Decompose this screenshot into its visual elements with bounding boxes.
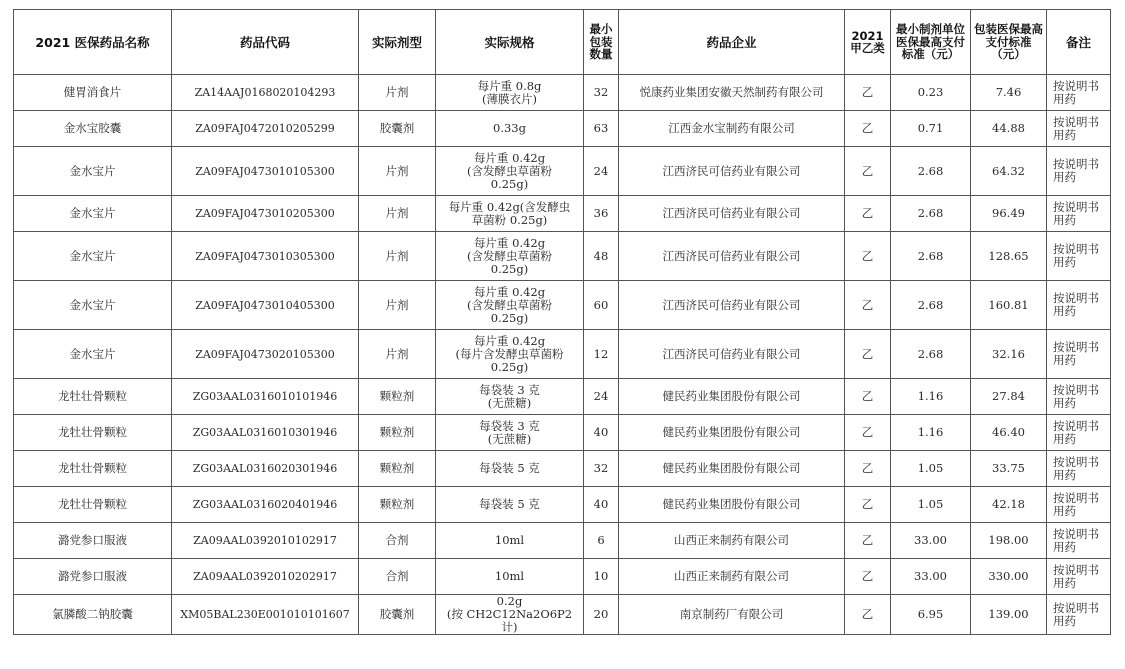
spec-line: 每片重 0.42g xyxy=(473,284,546,299)
spec-line: 每片重 0.42g(含发酵虫 xyxy=(448,199,571,214)
cell-company: 江西金水宝制药有限公司 xyxy=(619,111,845,147)
cell-dosage-form: 颗粒剂 xyxy=(359,487,436,523)
cell-category: 乙 xyxy=(845,111,891,147)
cell-pack-qty: 32 xyxy=(584,75,619,111)
cell-spec xyxy=(436,281,584,330)
cell-pack-price: 160.81 xyxy=(971,281,1047,330)
table-row xyxy=(14,559,1111,595)
cell-drug-name: 金水宝片 xyxy=(14,232,172,281)
cell-drug-name: 潞党参口服液 xyxy=(14,559,172,595)
cell-spec xyxy=(436,379,584,415)
cell-category: 乙 xyxy=(845,415,891,451)
table-row xyxy=(14,75,1111,111)
cell-pack-qty: 24 xyxy=(584,147,619,196)
cell-dosage-form: 胶囊剂 xyxy=(359,595,436,635)
header-pack-price: 包装医保最高支付标准（元） xyxy=(971,10,1047,75)
cell-unit-price: 1.16 xyxy=(891,415,971,451)
cell-spec xyxy=(436,595,584,635)
cell-unit-price: 33.00 xyxy=(891,559,971,595)
cell-remark: 按说明书用药 xyxy=(1047,75,1111,111)
table-row xyxy=(14,196,1111,232)
cell-drug-code: ZA09FAJ0473010205300 xyxy=(172,196,359,232)
cell-drug-code: ZA09FAJ0473010405300 xyxy=(172,281,359,330)
cell-remark: 按说明书用药 xyxy=(1047,379,1111,415)
cell-category: 乙 xyxy=(845,281,891,330)
cell-category: 乙 xyxy=(845,75,891,111)
table-row xyxy=(14,523,1111,559)
cell-drug-code: ZA09FAJ0473010305300 xyxy=(172,232,359,281)
cell-pack-qty: 32 xyxy=(584,451,619,487)
spec-line: (含发酵虫草菌粉 xyxy=(467,297,552,312)
cell-drug-name: 氯膦酸二钠胶囊 xyxy=(14,595,172,635)
cell-drug-code: ZG03AAL0316020301946 xyxy=(172,451,359,487)
spec-line: (含发酵虫草菌粉 xyxy=(467,248,552,263)
cell-pack-price: 33.75 xyxy=(971,451,1047,487)
header-drug-name: 2021 医保药品名称 xyxy=(14,10,172,75)
cell-remark: 按说明书用药 xyxy=(1047,111,1111,147)
cell-spec xyxy=(436,487,584,523)
cell-dosage-form: 颗粒剂 xyxy=(359,379,436,415)
spec-line: 每袋装 3 克 xyxy=(479,418,540,433)
cell-drug-name: 金水宝胶囊 xyxy=(14,111,172,147)
cell-remark: 按说明书用药 xyxy=(1047,415,1111,451)
cell-spec xyxy=(436,75,584,111)
table-row xyxy=(14,595,1111,635)
table-body xyxy=(14,75,1111,635)
header-pack-qty: 最小包装数量 xyxy=(584,10,619,75)
cell-spec xyxy=(436,451,584,487)
cell-spec xyxy=(436,196,584,232)
spec-line: 每片重 0.42g xyxy=(473,333,546,348)
cell-drug-name: 金水宝片 xyxy=(14,147,172,196)
cell-category: 乙 xyxy=(845,451,891,487)
cell-dosage-form: 颗粒剂 xyxy=(359,415,436,451)
cell-drug-name: 龙牡壮骨颗粒 xyxy=(14,451,172,487)
cell-pack-qty: 24 xyxy=(584,379,619,415)
cell-unit-price: 33.00 xyxy=(891,523,971,559)
cell-dosage-form: 合剂 xyxy=(359,559,436,595)
cell-pack-qty: 48 xyxy=(584,232,619,281)
cell-spec xyxy=(436,147,584,196)
cell-company: 江西济民可信药业有限公司 xyxy=(619,232,845,281)
cell-pack-qty: 20 xyxy=(584,595,619,635)
cell-spec xyxy=(436,111,584,147)
spec-line: 0.33g xyxy=(493,121,526,135)
cell-company: 健民药业集团股份有限公司 xyxy=(619,379,845,415)
spec-line: 每片重 0.42g xyxy=(473,150,546,165)
cell-company: 健民药业集团股份有限公司 xyxy=(619,487,845,523)
cell-pack-qty: 60 xyxy=(584,281,619,330)
cell-unit-price: 1.16 xyxy=(891,379,971,415)
cell-drug-code: ZA09FAJ0472010205299 xyxy=(172,111,359,147)
spec-line: (每片含发酵虫草菌粉 xyxy=(455,346,564,361)
cell-unit-price: 2.68 xyxy=(891,196,971,232)
cell-pack-qty: 36 xyxy=(584,196,619,232)
cell-remark: 按说明书用药 xyxy=(1047,559,1111,595)
cell-company: 山西正来制药有限公司 xyxy=(619,523,845,559)
cell-remark: 按说明书用药 xyxy=(1047,451,1111,487)
spec-line: 0.25g) xyxy=(490,261,529,276)
cell-remark: 按说明书用药 xyxy=(1047,487,1111,523)
cell-drug-code: ZA14AAJ0168020104293 xyxy=(172,75,359,111)
cell-category: 乙 xyxy=(845,379,891,415)
cell-drug-code: ZG03AAL0316010301946 xyxy=(172,415,359,451)
cell-spec xyxy=(436,232,584,281)
header-dosage-form: 实际剂型 xyxy=(359,10,436,75)
cell-drug-code: ZG03AAL0316010101946 xyxy=(172,379,359,415)
header-remark: 备注 xyxy=(1047,10,1111,75)
cell-drug-name: 龙牡壮骨颗粒 xyxy=(14,379,172,415)
spec-line: 0.2g xyxy=(496,594,523,608)
cell-remark: 按说明书用药 xyxy=(1047,281,1111,330)
table-header-row xyxy=(14,10,1111,75)
table-row xyxy=(14,330,1111,379)
cell-pack-price: 96.49 xyxy=(971,196,1047,232)
cell-unit-price: 0.71 xyxy=(891,111,971,147)
cell-pack-price: 139.00 xyxy=(971,595,1047,635)
cell-category: 乙 xyxy=(845,487,891,523)
cell-company: 悦康药业集团安徽天然制药有限公司 xyxy=(619,75,845,111)
cell-drug-code: ZA09FAJ0473020105300 xyxy=(172,330,359,379)
spec-line: 每片重 0.8g xyxy=(477,78,542,93)
table-row xyxy=(14,379,1111,415)
spec-line: 0.25g) xyxy=(490,176,529,191)
spec-line: 0.25g) xyxy=(490,359,529,374)
spec-line: 每袋装 3 克 xyxy=(479,382,540,397)
cell-pack-price: 27.84 xyxy=(971,379,1047,415)
table-row xyxy=(14,281,1111,330)
header-company: 药品企业 xyxy=(619,10,845,75)
cell-pack-price: 64.32 xyxy=(971,147,1047,196)
spec-line: (无蔗糖) xyxy=(487,431,532,446)
spec-line: 每袋装 5 克 xyxy=(479,497,540,511)
cell-dosage-form: 片剂 xyxy=(359,281,436,330)
spec-line: (按 CH2C12Na2O6P2 计) xyxy=(446,607,573,634)
cell-pack-qty: 12 xyxy=(584,330,619,379)
cell-drug-name: 金水宝片 xyxy=(14,330,172,379)
cell-pack-price: 330.00 xyxy=(971,559,1047,595)
cell-company: 山西正来制药有限公司 xyxy=(619,559,845,595)
cell-dosage-form: 片剂 xyxy=(359,196,436,232)
cell-unit-price: 0.23 xyxy=(891,75,971,111)
spec-line: 草菌粉 0.25g) xyxy=(471,212,548,227)
cell-pack-price: 7.46 xyxy=(971,75,1047,111)
cell-dosage-form: 片剂 xyxy=(359,147,436,196)
cell-spec xyxy=(436,559,584,595)
spec-line: (无蔗糖) xyxy=(487,395,532,410)
cell-drug-name: 潞党参口服液 xyxy=(14,523,172,559)
cell-pack-qty: 63 xyxy=(584,111,619,147)
spec-line: 每片重 0.42g xyxy=(473,235,546,250)
cell-dosage-form: 颗粒剂 xyxy=(359,451,436,487)
cell-remark: 按说明书用药 xyxy=(1047,232,1111,281)
cell-pack-price: 44.88 xyxy=(971,111,1047,147)
cell-drug-code: ZA09FAJ0473010105300 xyxy=(172,147,359,196)
cell-company: 健民药业集团股份有限公司 xyxy=(619,451,845,487)
spec-line: 每袋装 5 克 xyxy=(479,461,540,475)
cell-pack-price: 128.65 xyxy=(971,232,1047,281)
cell-dosage-form: 片剂 xyxy=(359,75,436,111)
cell-spec xyxy=(436,415,584,451)
spec-line: 10ml xyxy=(494,569,525,583)
cell-drug-name: 金水宝片 xyxy=(14,196,172,232)
cell-drug-code: XM05BAL230E001010101607 xyxy=(172,595,359,635)
cell-category: 乙 xyxy=(845,523,891,559)
cell-drug-name: 金水宝片 xyxy=(14,281,172,330)
cell-company: 江西济民可信药业有限公司 xyxy=(619,330,845,379)
cell-remark: 按说明书用药 xyxy=(1047,330,1111,379)
cell-pack-price: 32.16 xyxy=(971,330,1047,379)
cell-category: 乙 xyxy=(845,595,891,635)
cell-pack-price: 198.00 xyxy=(971,523,1047,559)
cell-unit-price: 6.95 xyxy=(891,595,971,635)
cell-unit-price: 2.68 xyxy=(891,281,971,330)
cell-drug-code: ZG03AAL0316020401946 xyxy=(172,487,359,523)
cell-unit-price: 2.68 xyxy=(891,232,971,281)
spec-line: 10ml xyxy=(494,533,525,547)
header-unit-price: 最小制剂单位医保最高支付标准（元） xyxy=(891,10,971,75)
table-row xyxy=(14,232,1111,281)
cell-remark: 按说明书用药 xyxy=(1047,595,1111,635)
cell-category: 乙 xyxy=(845,232,891,281)
cell-dosage-form: 片剂 xyxy=(359,232,436,281)
table-row xyxy=(14,451,1111,487)
cell-pack-qty: 6 xyxy=(584,523,619,559)
cell-spec xyxy=(436,523,584,559)
cell-remark: 按说明书用药 xyxy=(1047,147,1111,196)
cell-dosage-form: 片剂 xyxy=(359,330,436,379)
header-category: 2021甲乙类 xyxy=(845,10,891,75)
cell-category: 乙 xyxy=(845,147,891,196)
cell-pack-qty: 40 xyxy=(584,415,619,451)
cell-company: 江西济民可信药业有限公司 xyxy=(619,196,845,232)
header-spec: 实际规格 xyxy=(436,10,584,75)
cell-pack-qty: 10 xyxy=(584,559,619,595)
cell-drug-name: 龙牡壮骨颗粒 xyxy=(14,487,172,523)
cell-drug-code: ZA09AAL0392010202917 xyxy=(172,559,359,595)
cell-remark: 按说明书用药 xyxy=(1047,523,1111,559)
table-row xyxy=(14,487,1111,523)
cell-pack-qty: 40 xyxy=(584,487,619,523)
cell-category: 乙 xyxy=(845,559,891,595)
cell-company: 江西济民可信药业有限公司 xyxy=(619,147,845,196)
cell-unit-price: 2.68 xyxy=(891,330,971,379)
cell-unit-price: 1.05 xyxy=(891,487,971,523)
cell-unit-price: 2.68 xyxy=(891,147,971,196)
cell-dosage-form: 合剂 xyxy=(359,523,436,559)
cell-drug-name: 龙牡壮骨颗粒 xyxy=(14,415,172,451)
cell-category: 乙 xyxy=(845,330,891,379)
cell-pack-price: 46.40 xyxy=(971,415,1047,451)
cell-company: 健民药业集团股份有限公司 xyxy=(619,415,845,451)
table-row xyxy=(14,415,1111,451)
cell-dosage-form: 胶囊剂 xyxy=(359,111,436,147)
header-drug-code: 药品代码 xyxy=(172,10,359,75)
spec-line: (含发酵虫草菌粉 xyxy=(467,163,552,178)
table-row xyxy=(14,147,1111,196)
cell-drug-code: ZA09AAL0392010102917 xyxy=(172,523,359,559)
table-row xyxy=(14,111,1111,147)
spec-line: 0.25g) xyxy=(490,310,529,325)
cell-spec xyxy=(436,330,584,379)
cell-category: 乙 xyxy=(845,196,891,232)
drug-price-table xyxy=(13,9,1111,635)
spec-line: (薄膜衣片) xyxy=(482,91,537,106)
cell-company: 南京制药厂有限公司 xyxy=(619,595,845,635)
cell-company: 江西济民可信药业有限公司 xyxy=(619,281,845,330)
cell-remark: 按说明书用药 xyxy=(1047,196,1111,232)
cell-drug-name: 健胃消食片 xyxy=(14,75,172,111)
cell-unit-price: 1.05 xyxy=(891,451,971,487)
cell-pack-price: 42.18 xyxy=(971,487,1047,523)
